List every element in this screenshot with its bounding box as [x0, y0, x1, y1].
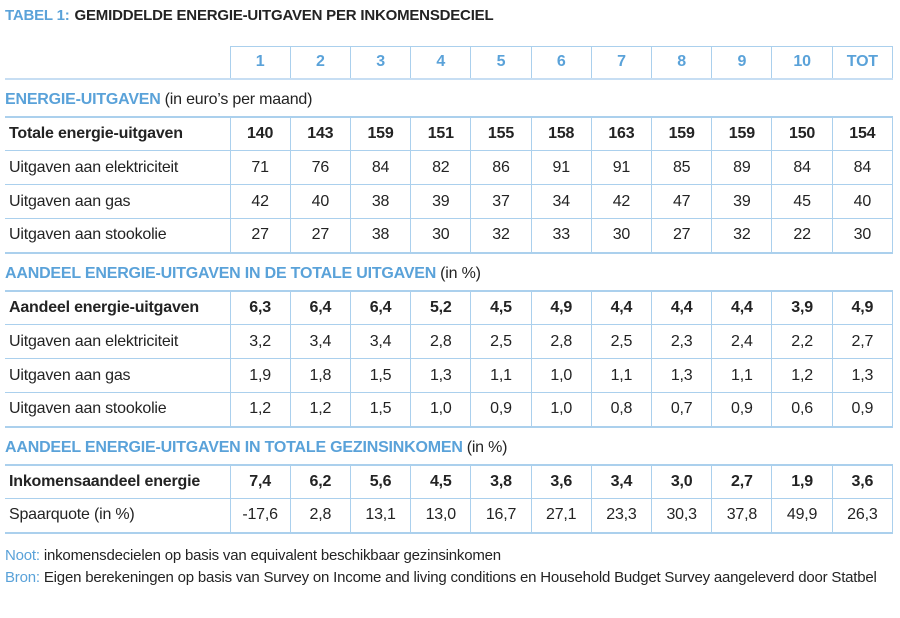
cell-value: 2,3 [652, 325, 712, 359]
cell-value: 40 [290, 185, 350, 219]
column-header-1: 1 [230, 47, 290, 79]
cell-value: 22 [772, 219, 832, 253]
cell-value: 4,9 [531, 291, 591, 325]
cell-value: 2,8 [531, 325, 591, 359]
row-label: Aandeel energie-uitgaven [5, 291, 230, 325]
column-header-8: 8 [652, 47, 712, 79]
note-label: Noot: [5, 546, 40, 564]
row-label: Totale energie-uitgaven [5, 117, 230, 151]
cell-value: 2,8 [411, 325, 471, 359]
table-row [5, 291, 893, 325]
cell-value: 3,6 [531, 465, 591, 499]
cell-value: 3,9 [772, 291, 832, 325]
cell-value: 155 [471, 117, 531, 151]
cell-value: 23,3 [591, 499, 651, 533]
cell-value: 159 [652, 117, 712, 151]
cell-value: 85 [652, 151, 712, 185]
cell-value: 1,1 [591, 359, 651, 393]
cell-value: 2,5 [471, 325, 531, 359]
cell-value: 1,3 [832, 359, 892, 393]
cell-value: 2,2 [772, 325, 832, 359]
cell-value: 3,8 [471, 465, 531, 499]
source-label: Bron: [5, 568, 40, 586]
cell-value: 0,6 [772, 393, 832, 427]
section-heading-suffix: (in %) [440, 264, 481, 282]
cell-value: 3,4 [591, 465, 651, 499]
cell-value: 0,9 [471, 393, 531, 427]
cell-value: 37,8 [712, 499, 772, 533]
cell-value: 6,3 [230, 291, 290, 325]
column-header-5: 5 [471, 47, 531, 79]
row-label: Spaarquote (in %) [5, 499, 230, 533]
row-label: Uitgaven aan gas [5, 185, 230, 219]
cell-value: 1,0 [531, 393, 591, 427]
cell-value: 30 [411, 219, 471, 253]
cell-value: 32 [471, 219, 531, 253]
cell-value: 0,9 [712, 393, 772, 427]
cell-value: 1,2 [290, 393, 350, 427]
cell-value: 49,9 [772, 499, 832, 533]
cell-value: 47 [652, 185, 712, 219]
cell-value: 32 [712, 219, 772, 253]
cell-value: 0,8 [591, 393, 651, 427]
section-heading [5, 253, 893, 291]
row-label: Uitgaven aan gas [5, 359, 230, 393]
cell-value: 4,4 [712, 291, 772, 325]
section-heading-title: ENERGIE-UITGAVEN [5, 90, 161, 108]
cell-value: 154 [832, 117, 892, 151]
table-row [5, 219, 893, 253]
cell-value: 159 [712, 117, 772, 151]
cell-value: 151 [411, 117, 471, 151]
cell-value: 3,0 [652, 465, 712, 499]
table-row [5, 151, 893, 185]
cell-value: 4,5 [411, 465, 471, 499]
cell-value: 86 [471, 151, 531, 185]
cell-value: 84 [832, 151, 892, 185]
cell-value: 1,1 [712, 359, 772, 393]
cell-value: 1,0 [531, 359, 591, 393]
cell-value: 39 [411, 185, 471, 219]
column-header-7: 7 [591, 47, 651, 79]
cell-value: 2,8 [290, 499, 350, 533]
cell-value: 26,3 [832, 499, 892, 533]
note-bron [5, 567, 893, 589]
cell-value: 71 [230, 151, 290, 185]
row-label: Uitgaven aan stookolie [5, 393, 230, 427]
cell-value: 42 [591, 185, 651, 219]
cell-value: 91 [531, 151, 591, 185]
cell-value: 37 [471, 185, 531, 219]
cell-value: 91 [591, 151, 651, 185]
cell-value: 82 [411, 151, 471, 185]
table-row [5, 359, 893, 393]
note-text: inkomensdecielen op basis van equivalent beschikbaar gezinsinkomen [43, 546, 501, 564]
cell-value: 150 [772, 117, 832, 151]
table-row [5, 117, 893, 151]
column-header-2: 2 [290, 47, 350, 79]
cell-value: 38 [350, 219, 410, 253]
section-heading [5, 427, 893, 465]
section-heading-suffix: (in euro’s per maand) [164, 90, 313, 108]
cell-value: 30 [832, 219, 892, 253]
cell-value: 4,9 [832, 291, 892, 325]
cell-value: 2,7 [712, 465, 772, 499]
cell-value: 7,4 [230, 465, 290, 499]
cell-value: 1,5 [350, 359, 410, 393]
cell-value: 3,6 [832, 465, 892, 499]
cell-value: 2,7 [832, 325, 892, 359]
cell-value: 140 [230, 117, 290, 151]
cell-value: 27 [290, 219, 350, 253]
cell-value: 0,7 [652, 393, 712, 427]
cell-value: 158 [531, 117, 591, 151]
cell-value: -17,6 [230, 499, 290, 533]
cell-value: 1,1 [471, 359, 531, 393]
row-label: Uitgaven aan stookolie [5, 219, 230, 253]
energy-table [5, 46, 893, 534]
column-header-4: 4 [411, 47, 471, 79]
cell-value: 13,1 [350, 499, 410, 533]
table-row [5, 499, 893, 533]
column-header-6: 6 [531, 47, 591, 79]
cell-value: 27 [230, 219, 290, 253]
cell-value: 1,9 [230, 359, 290, 393]
cell-value: 3,2 [230, 325, 290, 359]
cell-value: 3,4 [350, 325, 410, 359]
cell-value: 159 [350, 117, 410, 151]
row-label: Uitgaven aan elektriciteit [5, 151, 230, 185]
table-title-text: GEMIDDELDE ENERGIE-UITGAVEN PER INKOMENSDECIEL [74, 7, 494, 24]
cell-value: 143 [290, 117, 350, 151]
table-row [5, 185, 893, 219]
cell-value: 27 [652, 219, 712, 253]
cell-value: 4,4 [652, 291, 712, 325]
footnotes [5, 545, 893, 589]
cell-value: 1,8 [290, 359, 350, 393]
table-title [5, 7, 893, 24]
cell-value: 27,1 [531, 499, 591, 533]
cell-value: 40 [832, 185, 892, 219]
cell-value: 3,4 [290, 325, 350, 359]
cell-value: 34 [531, 185, 591, 219]
cell-value: 2,4 [712, 325, 772, 359]
section-heading [5, 79, 893, 117]
cell-value: 2,5 [591, 325, 651, 359]
cell-value: 45 [772, 185, 832, 219]
corner-cell [5, 47, 230, 79]
section-heading-row [5, 427, 893, 465]
cell-value: 30,3 [652, 499, 712, 533]
section-heading-row [5, 79, 893, 117]
row-label: Inkomensaandeel energie [5, 465, 230, 499]
cell-value: 42 [230, 185, 290, 219]
section-heading-title: AANDEEL ENERGIE-UITGAVEN IN DE TOTALE UITGAVEN [5, 264, 437, 282]
cell-value: 1,2 [230, 393, 290, 427]
cell-value: 1,9 [772, 465, 832, 499]
cell-value: 163 [591, 117, 651, 151]
section-heading-title: AANDEEL ENERGIE-UITGAVEN IN TOTALE GEZINSINKOMEN [5, 438, 463, 456]
cell-value: 1,5 [350, 393, 410, 427]
table-row [5, 393, 893, 427]
table-row [5, 465, 893, 499]
column-header-3: 3 [350, 47, 410, 79]
column-header-row [5, 47, 893, 79]
cell-value: 4,4 [591, 291, 651, 325]
cell-value: 16,7 [471, 499, 531, 533]
cell-value: 1,0 [411, 393, 471, 427]
cell-value: 33 [531, 219, 591, 253]
column-header-10: 10 [772, 47, 832, 79]
column-header-9: 9 [712, 47, 772, 79]
section-heading-row [5, 253, 893, 291]
cell-value: 6,4 [290, 291, 350, 325]
table-row [5, 325, 893, 359]
cell-value: 6,4 [350, 291, 410, 325]
cell-value: 13,0 [411, 499, 471, 533]
cell-value: 39 [712, 185, 772, 219]
cell-value: 30 [591, 219, 651, 253]
source-text: Eigen berekeningen op basis van Survey on Income and living conditions en Household Budget Survey aangeleverd door Statbel [43, 568, 877, 586]
table-number-label: TABEL 1: [5, 7, 70, 24]
cell-value: 6,2 [290, 465, 350, 499]
note-noot [5, 545, 893, 567]
cell-value: 84 [350, 151, 410, 185]
section-heading-suffix: (in %) [466, 438, 508, 456]
cell-value: 5,2 [411, 291, 471, 325]
cell-value: 0,9 [832, 393, 892, 427]
energy-table-body [5, 47, 893, 533]
cell-value: 1,3 [652, 359, 712, 393]
cell-value: 38 [350, 185, 410, 219]
cell-value: 89 [712, 151, 772, 185]
cell-value: 84 [772, 151, 832, 185]
cell-value: 1,2 [772, 359, 832, 393]
cell-value: 4,5 [471, 291, 531, 325]
cell-value: 1,3 [411, 359, 471, 393]
cell-value: 5,6 [350, 465, 410, 499]
cell-value: 76 [290, 151, 350, 185]
column-header-TOT: TOT [832, 47, 892, 79]
row-label: Uitgaven aan elektriciteit [5, 325, 230, 359]
